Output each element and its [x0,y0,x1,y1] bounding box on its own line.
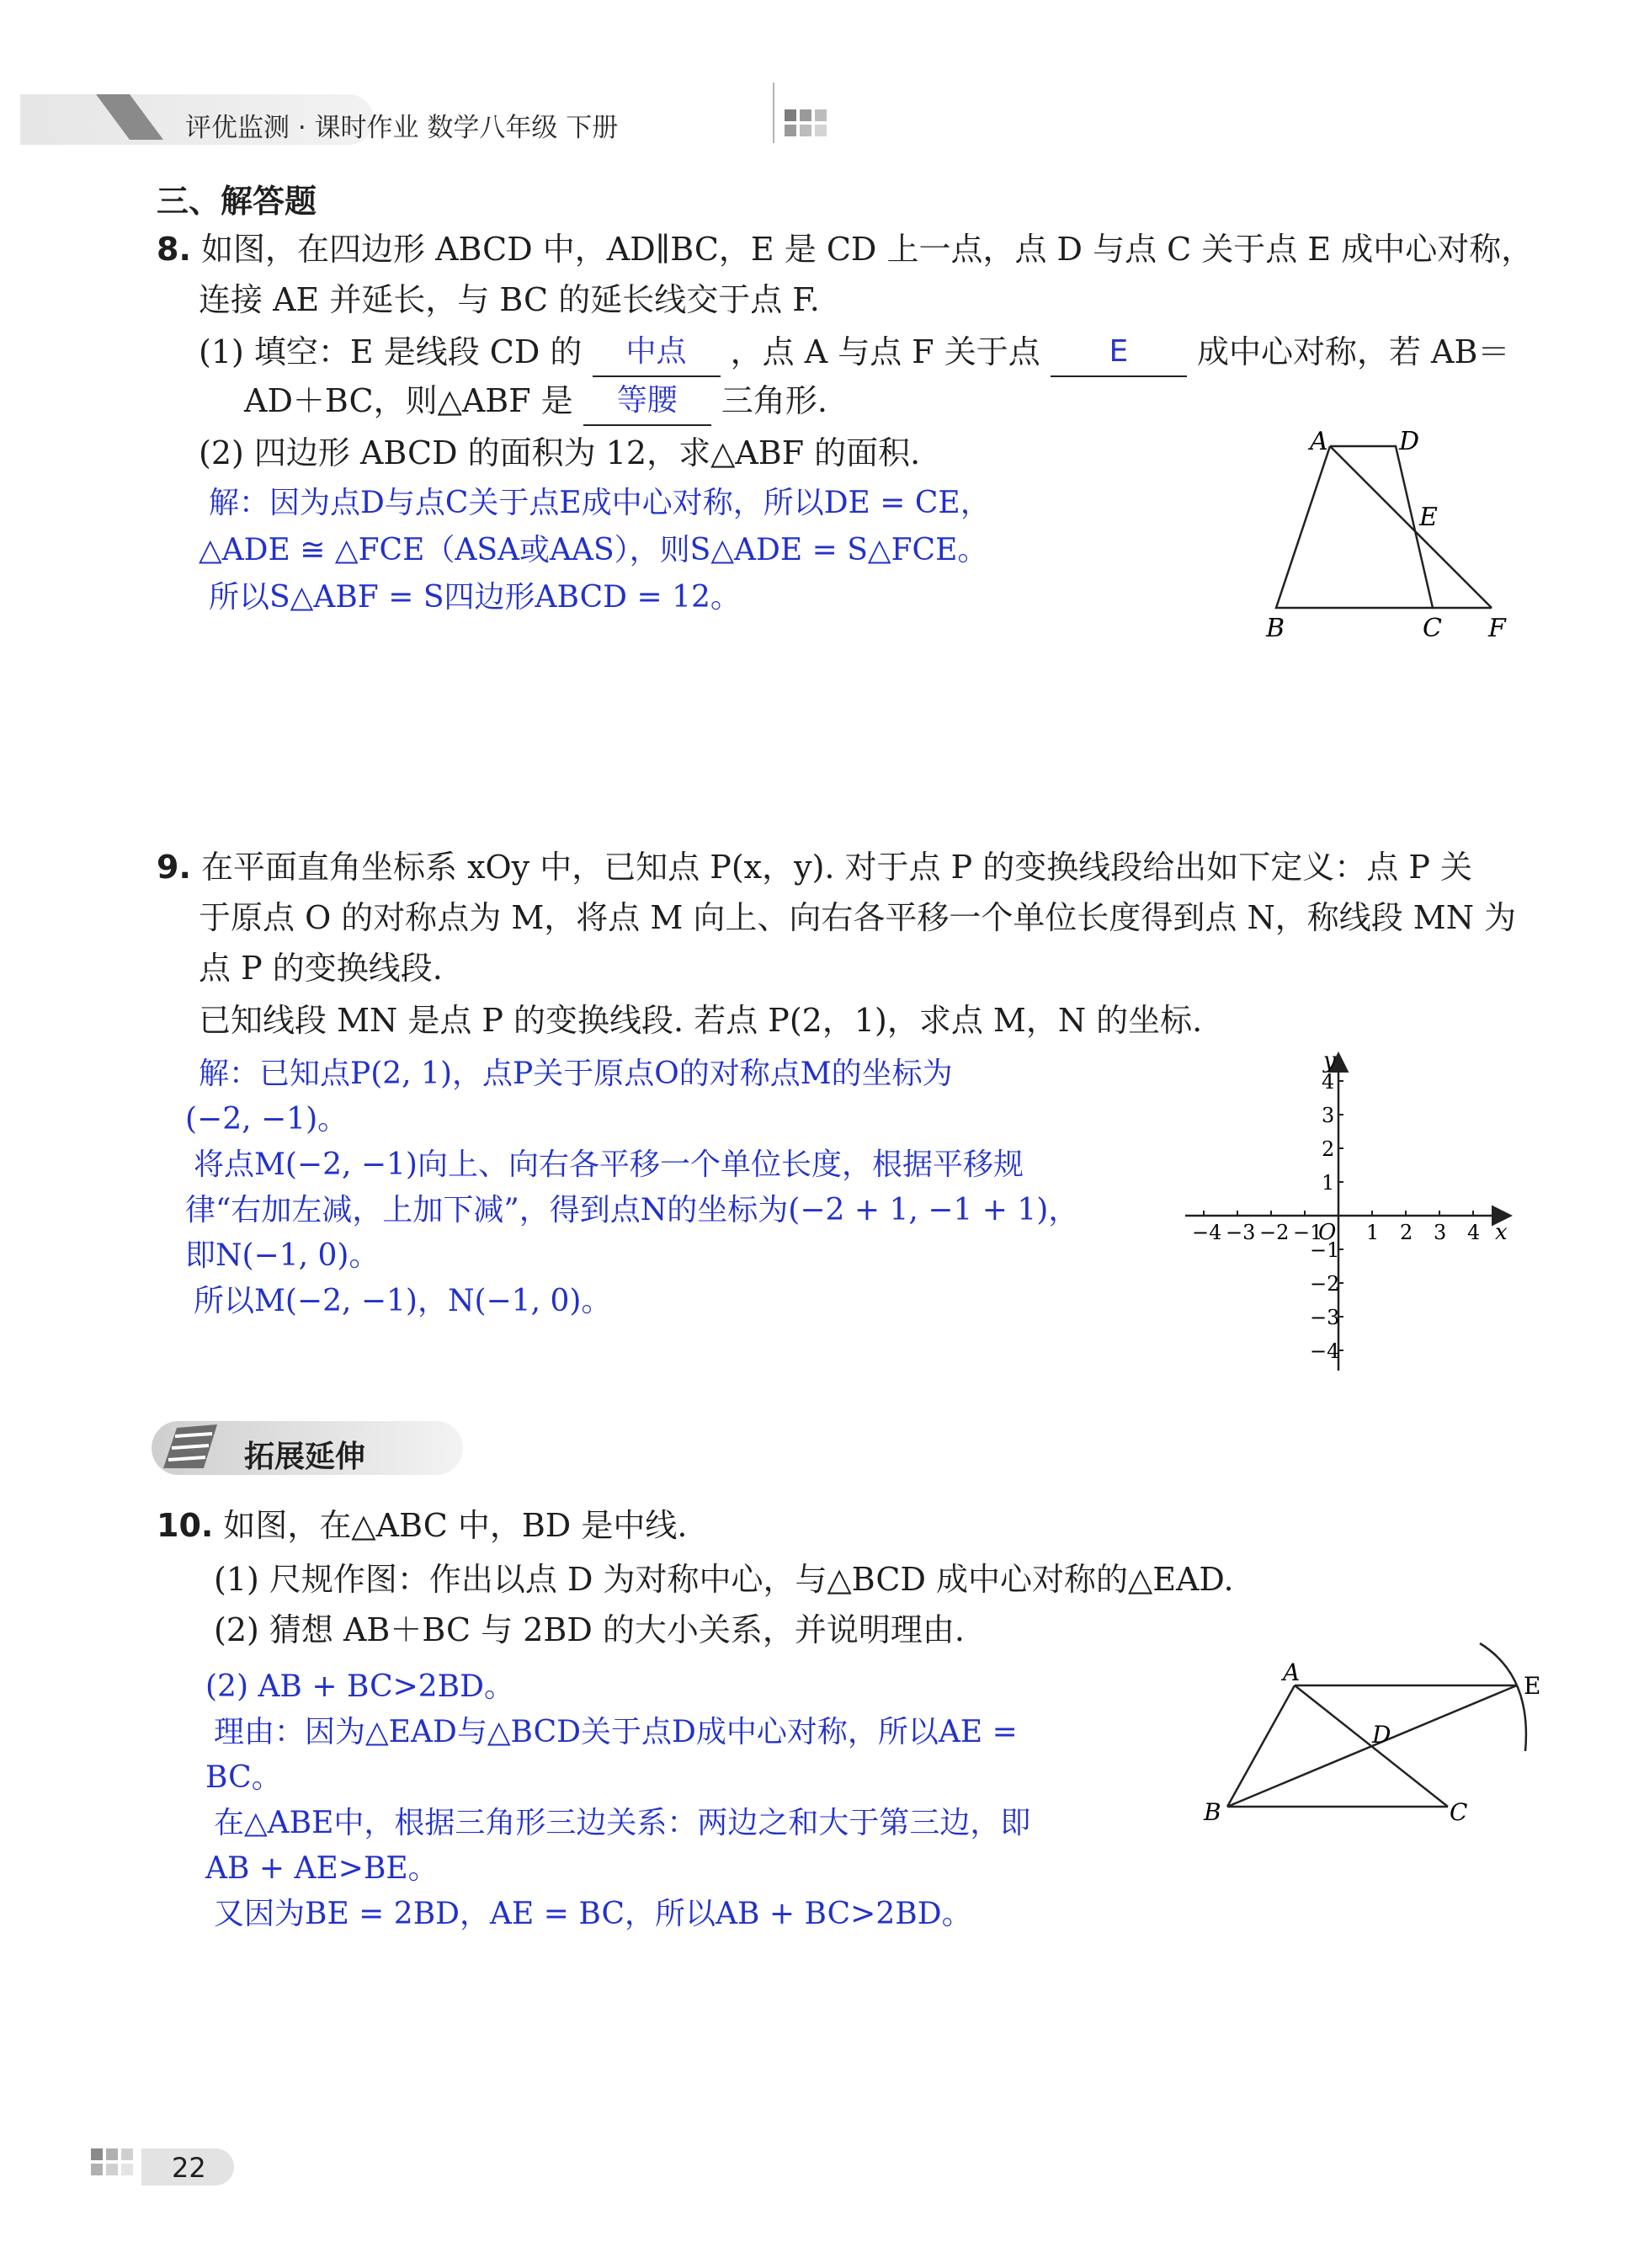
label-c: C [1450,1798,1468,1826]
q9-coordinate-axes [1170,1044,1524,1381]
q9-answer-line5: 即N(−1, 0)。 [185,1238,380,1273]
x-tick-label: −3 [1226,1221,1256,1244]
label-c: C [1423,614,1442,643]
extension-icon [152,1419,227,1478]
q9-line4: 已知线段 MN 是点 P 的变换线段. 若点 P(2，1)，求点 M，N 的坐标. [199,1002,1203,1039]
answer-blank-1-value: 中点 [625,334,687,369]
q9-answer-line1: 解：已知点P(2, 1)，点P关于原点O的对称点M的坐标为 [199,1057,953,1091]
x-tick-label: −4 [1192,1221,1222,1244]
q10-answer-line2: 理由：因为△EAD与△BCD关于点D成中心对称，所以AE = [214,1715,1018,1749]
q8-answer-line1: 解：因为点D与点C关于点E成中心对称，所以DE = CE， [209,486,991,520]
q8-number: 8. [157,231,191,268]
x-axis-label: x [1495,1220,1508,1245]
q8-text-1: 如图，在四边形 ABCD 中，AD∥BC，E 是 CD 上一点，点 D 与点 C 关于点 E 成中心对称， [200,231,1534,268]
answer-blank-3[interactable] [583,382,711,426]
x-tick-label: 2 [1400,1221,1413,1244]
x-tick-label: 3 [1434,1221,1447,1244]
line-af [1330,446,1492,608]
q10-part1: (1) 尺规作图：作出以点 D 为对称中心，与△BCD 成中心对称的△EAD. [214,1561,1234,1598]
y-tick-label: −2 [1310,1272,1340,1296]
q9-text-1: 在平面直角坐标系 xOy 中，已知点 P(x，y). 对于点 P 的变换线段给出如下定义：点 P 关 [200,849,1473,886]
y-tick-label: 4 [1322,1070,1335,1094]
q9-number: 9. [157,849,191,886]
q8-part1-text-c: 成中心对称，若 AB＝ [1196,333,1510,370]
y-axis-label: y [1323,1048,1336,1073]
y-tick-label: 2 [1322,1137,1335,1161]
label-f: F [1488,614,1506,643]
q10-text-1: 如图，在△ABC 中，BD 是中线. [223,1507,688,1544]
q9-line2: 于原点 O 的对称点为 M，将点 M 向上、向右各平移一个单位长度得到点 N，称线段 MN 为 [199,899,1517,936]
q8-part1-text-d: AD＋BC，则△ABF 是 [244,382,573,419]
label-b: B [1266,614,1285,643]
header-divider [773,83,774,143]
answer-blank-1[interactable] [593,333,721,377]
q9-answer-line4: 律“右加左减，上加下减”，得到点N的坐标为(−2 + 1, −1 + 1)， [185,1193,1079,1227]
q10-answer-line4: 在△ABE中，根据三角形三边关系：两边之和大于第三边，即 [214,1806,1031,1840]
label-e: E [1524,1672,1541,1700]
q9-answer-line6: 所以M(−2, −1)，N(−1, 0)。 [194,1284,612,1318]
y-tick-label: 3 [1322,1104,1335,1127]
q10-answer-line6: 又因为BE = 2BD，AE = BC，所以AB + BC>2BD。 [214,1897,972,1931]
q10-part2: (2) 猜想 AB＋BC 与 2BD 的大小关系，并说明理由. [214,1611,965,1648]
q8-answer-line3: 所以S△ABF = S四边形ABCD = 12。 [209,580,741,615]
q9-line3: 点 P 的变换线段. [199,950,443,987]
q10-number: 10. [157,1507,214,1544]
y-tick-label: −1 [1310,1238,1340,1262]
header-title: 评优监测 · 课时作业 数学八年级 下册 [185,113,619,143]
x-tick-label: 1 [1366,1221,1380,1244]
segment-ab [1227,1685,1295,1807]
q8-part1-text-e: 三角形. [721,382,827,419]
x-tick-label: −1 [1293,1221,1323,1244]
q9-line1 [157,842,1472,892]
answer-blank-2-value: E [1109,334,1129,369]
q8-answer-line2: △ADE ≅ △FCE（ASA或AAS），则S△ADE = S△FCE。 [199,533,988,567]
q8-part2: (2) 四边形 ABCD 的面积为 12，求△ABF 的面积. [199,434,921,471]
q8-line1 [157,224,1533,274]
q8-part1-line2 [244,375,827,426]
label-b: B [1204,1798,1221,1826]
q8-part1-text-b: ，点 A 与点 F 关于点 [730,333,1040,370]
label-a: A [1310,427,1328,456]
label-d: D [1372,1721,1391,1749]
answer-blank-3-value: 等腰 [616,383,678,418]
q9-answer-line3: 将点M(−2, −1)向上、向右各平移一个单位长度，根据平移规 [194,1147,1024,1182]
y-tick-label: 1 [1322,1171,1335,1195]
q10-line1 [157,1500,687,1551]
q8-trapezoid-figure [1254,421,1524,648]
q8-part1-text-a: (1) 填空：E 是线段 CD 的 [199,333,583,370]
label-e: E [1419,503,1438,532]
footer-grid-icon [91,2148,133,2175]
label-d: D [1399,427,1420,456]
y-tick-label: −3 [1310,1306,1340,1329]
label-a: A [1283,1658,1301,1686]
x-tick-label: −2 [1259,1221,1290,1244]
q10-triangle-figure [1195,1633,1549,1835]
answer-blank-2[interactable] [1051,333,1187,377]
q10-answer-line1: (2) AB + BC>2BD。 [205,1669,514,1704]
q9-answer-line2: (−2, −1)。 [185,1102,348,1137]
q8-part1-line [199,327,1509,377]
page-number: 22 [172,2152,206,2184]
q10-answer-line5: AB + AE>BE。 [205,1851,439,1886]
origin-label: O [1318,1220,1337,1245]
extension-title: 拓展延伸 [244,1440,366,1474]
q10-answer-line3: BC。 [205,1760,282,1795]
x-tick-label: 4 [1467,1221,1481,1244]
q8-line2: 连接 AE 并延长，与 BC 的延长线交于点 F. [199,281,820,318]
header-slash-icon [20,88,163,146]
y-tick-label: −4 [1310,1339,1340,1363]
section-title: 三、解答题 [157,183,317,220]
grid-icon [785,109,827,136]
